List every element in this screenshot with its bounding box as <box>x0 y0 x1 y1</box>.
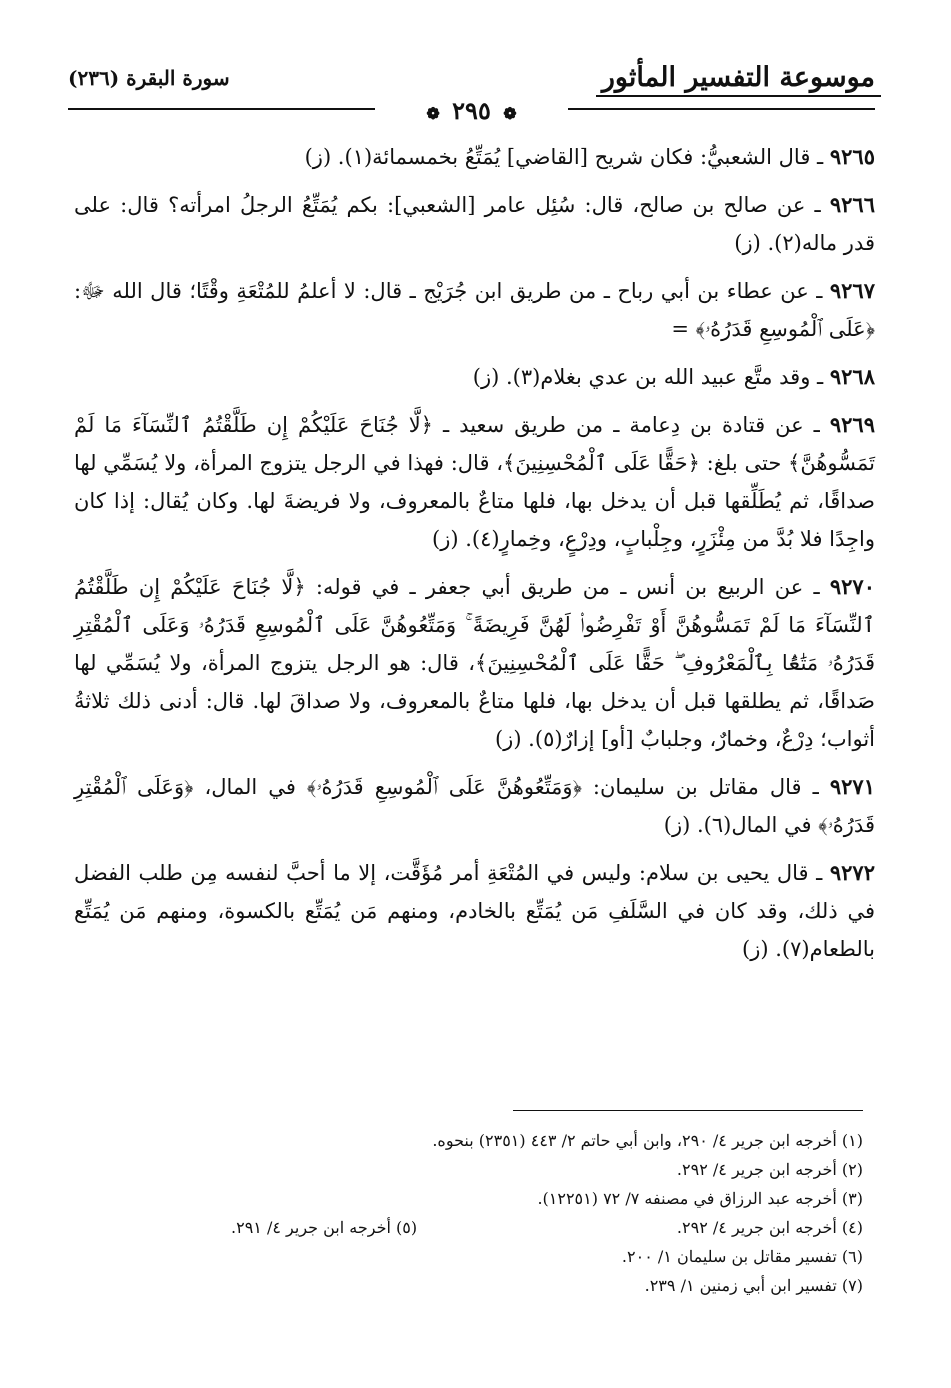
entry-number: ٩٢٧١ <box>829 774 875 799</box>
footnote-row <box>76 1155 863 1184</box>
entry-number: ٩٢٦٩ <box>829 412 875 437</box>
footnote-2: (٢) أخرجه ابن جرير ٤/ ٢٩٢. <box>676 1160 863 1179</box>
entry-9269 <box>74 406 875 558</box>
entry-9265 <box>74 138 875 176</box>
entry-number: ٩٢٧٠ <box>829 574 875 599</box>
entry-9271 <box>74 768 875 844</box>
ornament-icon: ❁ <box>503 104 517 123</box>
page-number-box <box>68 96 875 125</box>
entry-9272 <box>74 854 875 968</box>
footnote-row <box>76 1126 863 1155</box>
entry-text: ـ عن صالح بن صالح، قال: سُئِل عامر [الشعبي]: بكم يُمَتِّعُ الرجلُ امرأته؟ قال: على قدر ماله(٢). (ز) <box>74 193 875 255</box>
footnotes <box>76 1126 863 1300</box>
entry-text: ـ عن الربيع بن أنس ـ من طريق أبي جعفر ـ في قوله: ﴿لَّا جُنَاحَ عَلَيْكُمْ إِن طَلَّقْتُمُ ٱلنِّسَآءَ مَا لَمْ تَمَسُّوهُنَّ أَوْ تَفْرِضُوا۟ لَهُنَّ فَرِيضَةً ۚ وَمَتِّعُوهُنَّ عَلَى ٱلْمُوسِعِ قَدَرُهُۥ وَعَلَى ٱلْمُقْتِرِ قَدَرُهُۥ مَتَٰعًۢا بِٱلْمَعْرُوفِ ۖ حَقًّا عَلَى ٱلْمُحْسِنِينَ﴾، قال: هو الرجل يتزوج المرأة، ولا يُسَمِّي لها صَداقًا، ثم يطلقها قبل أن يدخل بها، فلها متاعٌ بالمعروف، ولا صداقَ لها. قال: أدنى ذلك ثلاثةُ أثواب؛ دِرْعٌ، وخمارٌ، وجلبابٌ [أو] إزارٌ(٥). (ز) <box>74 575 875 751</box>
page-header <box>68 62 875 125</box>
main-text <box>74 138 875 978</box>
entry-text: ـ قال يحيى بن سلام: وليس في المُتْعَةِ أمر مُؤَقَّت، إلا ما أحبَّ لنفسه مِن طلب الفضل في ذلك، وقد كان في السَّلَفِ مَن يُمَتِّع بالخادم، ومنهم مَن يُمَتِّع بالكسوة، ومنهم مَن يُمَتِّع بالطعام(٧). (ز) <box>74 861 875 961</box>
surah-title: سورة البقرة (٢٣٦) <box>68 66 230 90</box>
page-number: ٢٩٥ <box>452 96 491 125</box>
book-title: موسوعة التفسير المأثور <box>601 62 875 93</box>
footnote-3: (٣) أخرجه عبد الرزاق في مصنفه ٧/ ٧٢ (١٢٢٥١). <box>537 1189 863 1208</box>
entry-text: ـ قال الشعبيُّ: فكان شريح [القاضي] يُمَتِّعُ بخمسمائة(١). (ز) <box>304 145 824 169</box>
entry-text: ـ قال مقاتل بن سليمان: ﴿وَمَتِّعُوهُنَّ عَلَى ٱلْمُوسِعِ قَدَرُهُۥ﴾ في المال، ﴿وَعَلَى ٱلْمُقْتِرِ قَدَرُهُۥ﴾ في المال(٦). (ز) <box>74 775 875 837</box>
entry-number: ٩٢٦٧ <box>829 278 875 303</box>
footnote-row <box>76 1242 863 1271</box>
entry-text: ـ عن قتادة بن دِعامة ـ من طريق سعيد ـ ﴿لَّا جُنَاحَ عَلَيْكُمْ إِن طَلَّقْتُمُ ٱلنِّسَآءَ مَا لَمْ تَمَسُّوهُنَّ﴾ حتى بلغ: ﴿حَقًّا عَلَى ٱلْمُحْسِنِينَ﴾، قال: فهذا في الرجل يتزوج المرأة، ولا يُسَمِّي لها صداقًا، ثم يُطَلِّقها قبل أن يدخل بها، فلها متاعٌ بالمعروف، ولا فريضةَ لها. وكان يُقال: إذا كان واجِدًا فلا بُدَّ من مِئْزَرٍ، وجِلْبابٍ، ودِرْعٍ، وخِمارٍ(٤). (ز) <box>74 413 875 551</box>
entry-text: ـ عن عطاء بن أبي رباح ـ من طريق ابن جُرَيْج ـ قال: لا أعلمُ للمُتْعَةِ وقْتًا؛ قال الله ﷻ: ﴿عَلَى ٱلْمُوسِعِ قَدَرُهُۥ﴾ = <box>74 279 875 341</box>
entry-number: ٩٢٦٨ <box>829 364 875 389</box>
footnote-separator <box>513 1110 863 1111</box>
footnote-7: (٧) تفسير ابن أبي زمنين ١/ ٢٣٩. <box>644 1276 863 1295</box>
footnote-6: (٦) تفسير مقاتل بن سليمان ١/ ٢٠٠. <box>621 1247 863 1266</box>
entry-9266 <box>74 186 875 262</box>
entry-9270 <box>74 568 875 758</box>
footnote-row <box>76 1271 863 1300</box>
footnote-5: (٥) أخرجه ابن جرير ٤/ ٢٩١. <box>231 1218 418 1237</box>
entry-number: ٩٢٦٦ <box>829 192 875 217</box>
ornament-icon: ❁ <box>426 104 440 123</box>
footnote-1: (١) أخرجه ابن جرير ٤/ ٢٩٠، وابن أبي حاتم ٢/ ٤٤٣ (٢٣٥١) بنحوه. <box>432 1131 863 1150</box>
entry-number: ٩٢٧٢ <box>829 860 875 885</box>
footnote-row <box>76 1213 863 1242</box>
entry-text: ـ وقد متَّع عبيد الله بن عدي بغلام(٣). (ز) <box>472 365 824 389</box>
entry-number: ٩٢٦٥ <box>829 144 875 169</box>
entry-9267 <box>74 272 875 348</box>
footnote-row <box>76 1184 863 1213</box>
footnote-4: (٤) أخرجه ابن جرير ٤/ ٢٩٢. <box>676 1218 863 1237</box>
page-number-rule <box>68 96 875 125</box>
entry-9268 <box>74 358 875 396</box>
